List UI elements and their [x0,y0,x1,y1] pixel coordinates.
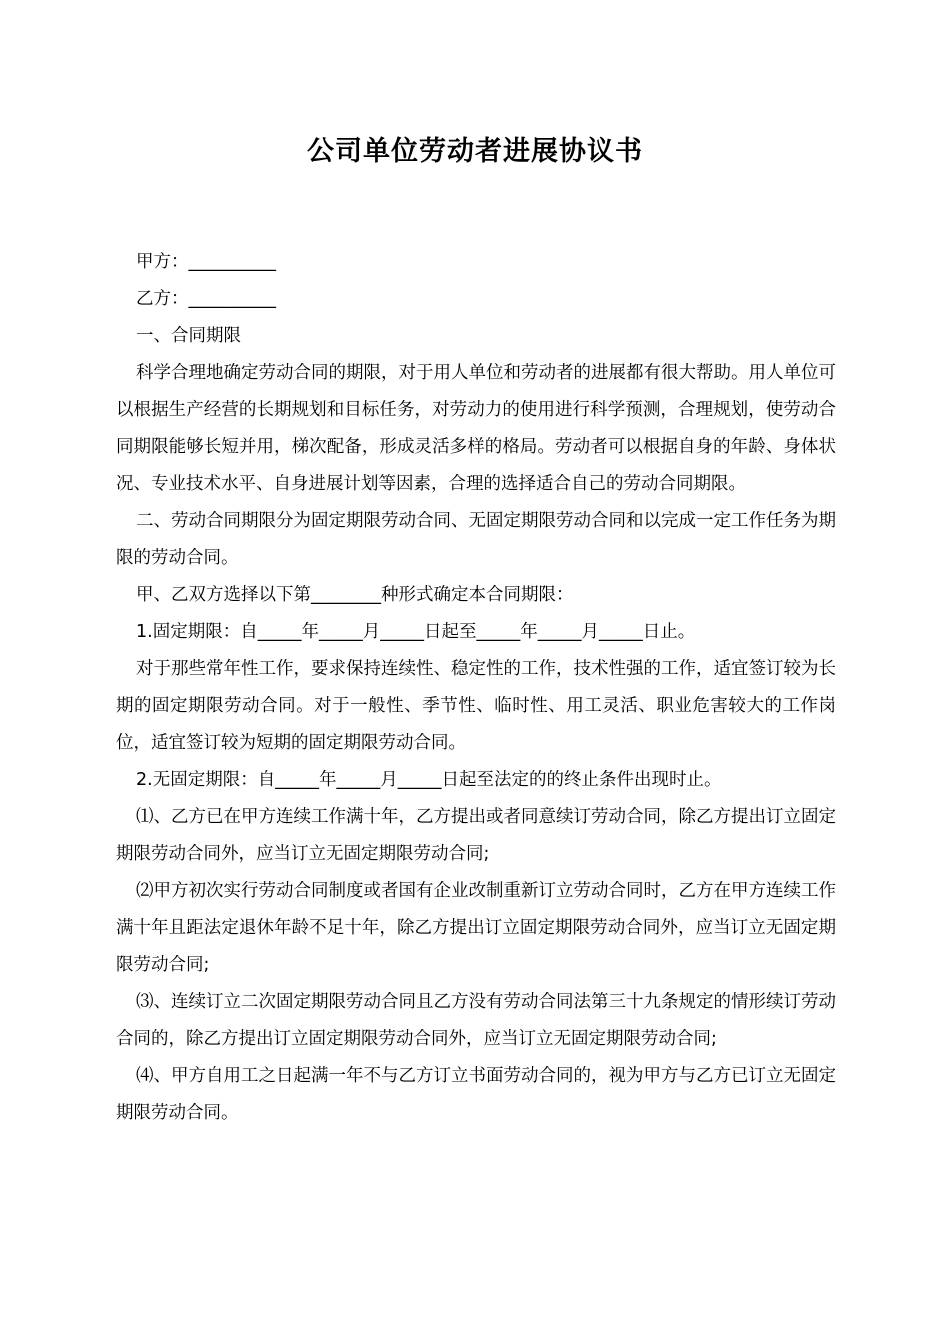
document-body [116,244,836,1132]
condition-item-4: ⑷、甲方自用工之日起满一年不与乙方订立书面劳动合同的，视为甲方与乙方已订立无固定期限劳动合同。 [116,1066,836,1123]
party-b-line: 乙方：__________ [136,289,276,309]
paragraph-term-types: 二、劳动合同期限分为固定期限劳动合同、无固定期限劳动合同和以完成一定工作任务为期限的劳动合同。 [116,511,836,568]
clause-open-ended-term: 2.无固定期限：自_____年_____月_____日起至法定的的终止条件出现时止。 [136,770,722,790]
party-a-line: 甲方：__________ [136,252,276,272]
paragraph-fixed-term-guidance: 对于那些常年性工作，要求保持连续性、稳定性的工作，技术性强的工作，适宜签订较为长期的固定期限劳动合同。对于一般性、季节性、临时性、用工灵活、职业危害较大的工作岗位，适宜签订较为短期的固定期限劳动合同。 [116,659,836,753]
section-heading-contract-term: 一、合同期限 [136,326,241,346]
condition-item-2: ⑵甲方初次实行劳动合同制度或者国有企业改制重新订立劳动合同时，乙方在甲方连续工作满十年且距法定退休年龄不足十年，除乙方提出订立固定期限劳动合同外，应当订立无固定期限劳动合同; [116,881,836,975]
paragraph-term-rationale: 科学合理地确定劳动合同的期限，对于用人单位和劳动者的进展都有很大帮助。用人单位可以根据生产经营的长期规划和目标任务，对劳动力的使用进行科学预测，合理规划，使劳动合同期限能够长短并用，梯次配备，形成灵活多样的格局。劳动者可以根据自身的年龄、身体状况、专业技术水平、自身进展计划等因素，合理的选择适合自己的劳动合同期限。 [116,363,836,494]
document-title: 公司单位劳动者进展协议书 [307,136,643,167]
condition-item-1: ⑴、乙方已在甲方连续工作满十年，乙方提出或者同意续订劳动合同，除乙方提出订立固定期限劳动合同外，应当订立无固定期限劳动合同; [116,807,836,864]
paragraph-term-selection: 甲、乙双方选择以下第________种形式确定本合同期限： [136,585,574,605]
condition-item-3: ⑶、连续订立二次固定期限劳动合同且乙方没有劳动合同法第三十九条规定的情形续订劳动合同的，除乙方提出订立固定期限劳动合同外，应当订立无固定期限劳动合同; [116,992,836,1049]
clause-fixed-term: 1.固定期限：自_____年_____月_____日起至_____年_____月_____日止。 [136,622,696,642]
